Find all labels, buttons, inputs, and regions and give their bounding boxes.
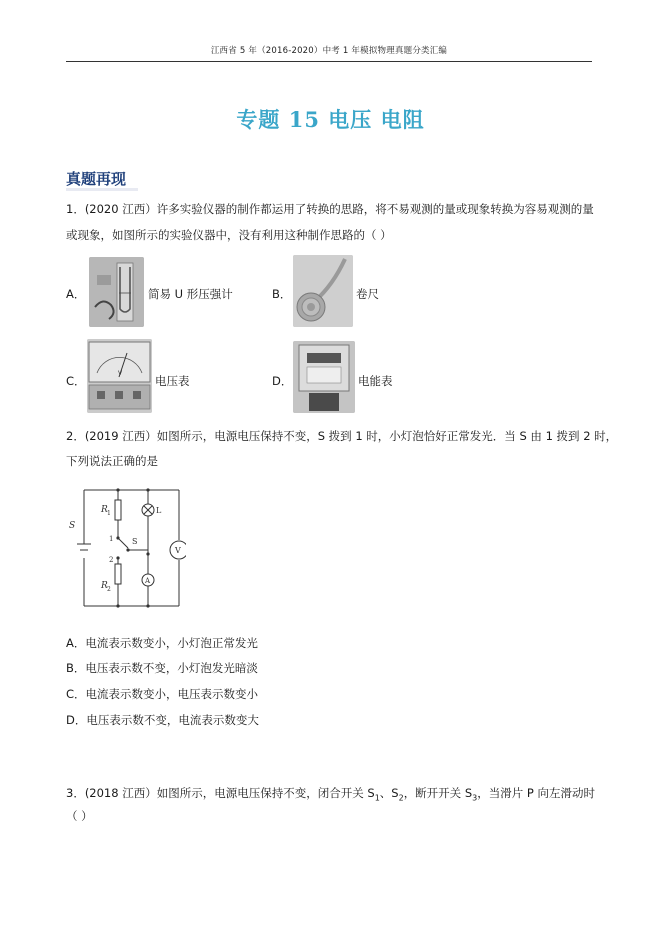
circuit-label-pos1: 1 xyxy=(109,535,114,543)
q1-option-a-letter: A． xyxy=(66,287,86,301)
circuit-label-r2-sub: 2 xyxy=(107,586,111,593)
q1-option-b-label: 卷尺 xyxy=(356,287,379,301)
q3-text-line2: （ ） xyxy=(66,809,93,823)
section-underline xyxy=(66,188,138,191)
q2-option-c: C．电流表示数变小，电压表示数变小 xyxy=(66,687,259,701)
q1-option-d-letter: D． xyxy=(272,374,293,388)
q2-text-line1: 2．(2019 江西）如图所示，电源电压保持不变，S 拨到 1 时，小灯泡恰好正常发光．当 S 由 1 拨到 2 时， xyxy=(66,429,618,443)
q3-text-line1 xyxy=(66,785,595,806)
circuit-label-r1-sub: 1 xyxy=(107,510,111,517)
q1-option-d-label: 电能表 xyxy=(358,374,393,388)
circuit-label-pos2: 2 xyxy=(109,556,114,564)
q1-option-c-label: 电压表 xyxy=(155,374,190,388)
q1-option-a-label: 简易 U 形压强计 xyxy=(148,287,233,301)
q3-text-part-b: ，断开开关 S xyxy=(403,786,473,800)
circuit-label-r2: R xyxy=(101,581,108,591)
circuit-label-s: S xyxy=(69,521,76,531)
q2-option-b: B．电压表示数不变，小灯泡发光暗淡 xyxy=(66,661,258,675)
circuit-label-r1: R xyxy=(101,505,108,515)
q3-text-part-a: 3．(2018 江西）如图所示，电源电压保持不变，闭合开关 S xyxy=(66,786,375,800)
q2-text-line2: 下列说法正确的是 xyxy=(66,454,158,468)
q1-text-line2: 或现象，如图所示的实验仪器中，没有利用这种制作思路的（ ） xyxy=(66,228,392,242)
q1-option-c-letter: C． xyxy=(66,374,86,388)
electricity-meter-image xyxy=(293,341,355,413)
circuit-label-switch: S xyxy=(132,537,138,546)
q2-option-d: D．电压表示数不变，电流表示数变大 xyxy=(66,713,259,727)
section-heading: 真题再现 xyxy=(66,170,127,188)
q3-s1-subscript: 1 xyxy=(374,793,380,803)
header-divider xyxy=(66,61,592,62)
q3-text-part-c: ，当滑片 P 向左滑动时 xyxy=(477,786,595,800)
tape-measure-image xyxy=(293,255,353,327)
circuit-diagram xyxy=(66,478,186,616)
q2-option-a: A．电流表示数变小，小灯泡正常发光 xyxy=(66,636,258,650)
voltmeter-image xyxy=(87,339,152,413)
q3-s3-subscript: 3 xyxy=(472,793,478,803)
page-header: 江西省 5 年（2016-2020）中考 1 年模拟物理真题分类汇编 xyxy=(210,46,448,56)
circuit-label-lamp: L xyxy=(156,506,162,515)
u-tube-manometer-image xyxy=(89,257,144,327)
q1-option-b-letter: B． xyxy=(272,287,292,301)
q3-s2-subscript: 2 xyxy=(398,793,404,803)
q3-text-sep: 、S xyxy=(379,786,399,800)
page-title: 专题 15 电压 电阻 xyxy=(236,107,425,132)
svg-text:V: V xyxy=(118,370,123,377)
q1-text-line1: 1．(2020 江西）许多实验仪器的制作都运用了转换的思路，将不易观测的量或现象转换为容易观测的量 xyxy=(66,202,594,216)
circuit-label-voltmeter: V xyxy=(175,546,181,555)
circuit-label-ammeter: A xyxy=(145,577,151,585)
